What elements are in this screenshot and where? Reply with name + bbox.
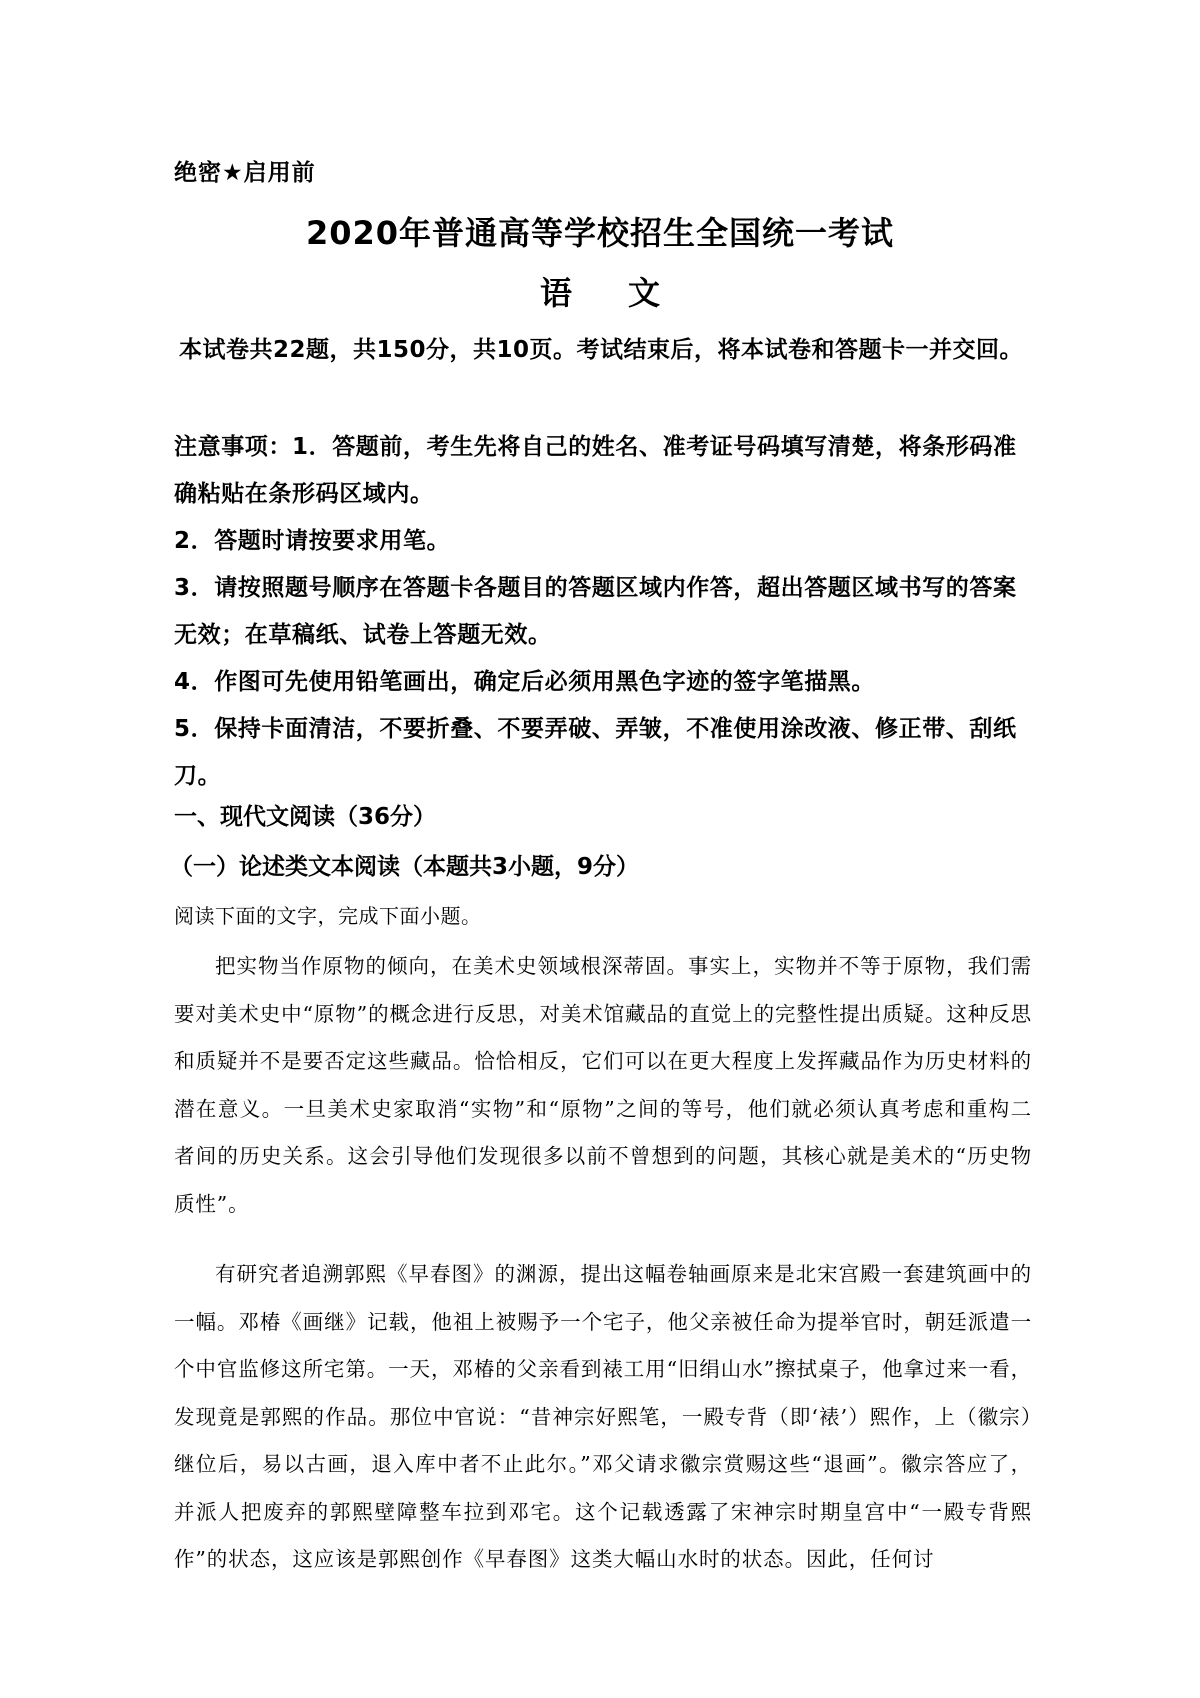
- note-item: 3．请按照题号顺序在答题卡各题目的答题区域内作答，超出答题区域书写的答案无效；在草稿纸、试卷上答题无效。: [174, 575, 1017, 648]
- note-item: 2．答题时请按要求用笔。: [174, 528, 451, 554]
- exam-summary: 本试卷共22题，共150分，共10页。考试结束后，将本试卷和答题卡一并交回。: [178, 337, 1024, 363]
- exam-notes: [174, 424, 1028, 800]
- subject-title: [0, 268, 1200, 314]
- passage-paragraph: 把实物当作原物的倾向，在美术史领域根深蒂固。事实上，实物并不等于原物，我们需要对美术史中“原物”的概念进行反思，对美术馆藏品的直觉上的完整性提出质疑。这种反思和质疑并不是要否定这些藏品。恰恰相反，它们可以在更大程度上发挥藏品作为历史材料的潜在意义。一旦美术史家取消“实物”和“原物”之间的等号，他们就必须认真考虑和重构二者间的历史关系。这会引导他们发现很多以前不曾想到的问题，其核心就是美术的“历史物质性”。: [174, 954, 1032, 1216]
- exam-title: 2020年普通高等学校招生全国统一考试: [305, 214, 895, 252]
- note-item: 5．保持卡面清洁，不要折叠、不要弄破、弄皱，不准使用涂改液、修正带、刮纸刀。: [174, 716, 1017, 789]
- subject-char: 文: [628, 274, 661, 312]
- passage-paragraph: 有研究者追溯郭熙《早春图》的渊源，提出这幅卷轴画原来是北宋宫殿一套建筑画中的一幅。邓椿《画继》记载，他祖上被赐予一个宅子，他父亲被任命为提举官时，朝廷派遣一个中官监修这所宅第。一天，邓椿的父亲看到裱工用“旧绢山水”擦拭桌子，他拿过来一看，发现竟是郭熙的作品。那位中官说：“昔神宗好熙笔，一殿专背（即‘裱’）熙作，上（徽宗）继位后，易以古画，退入库中者不止此尔。”邓父请求徽宗赏赐这些“退画”。徽宗答应了，并派人把废弃的郭熙壁障整车拉到邓宅。这个记载透露了宋神宗时期皇宫中“一殿专背熙作”的状态，这应该是郭熙创作《早春图》这类大幅山水时的状态。因此，任何讨: [174, 1262, 1032, 1571]
- note-item: 注意事项：1．答题前，考生先将自己的姓名、准考证号码填写清楚，将条形码准确粘贴在条形码区域内。: [174, 434, 1017, 507]
- reading-passage: [174, 943, 1032, 1607]
- subject-char: 语: [539, 274, 572, 312]
- reading-instruction: 阅读下面的文字，完成下面小题。: [174, 904, 482, 928]
- subsection-heading: （一）论述类文本阅读（本题共3小题，9分）: [170, 854, 640, 880]
- note-item: 4．作图可先使用铅笔画出，确定后必须用黑色字迹的签字笔描黑。: [174, 669, 876, 695]
- confidential-label: 绝密★启用前: [174, 160, 316, 186]
- section-heading: 一、现代文阅读（36分）: [174, 804, 437, 830]
